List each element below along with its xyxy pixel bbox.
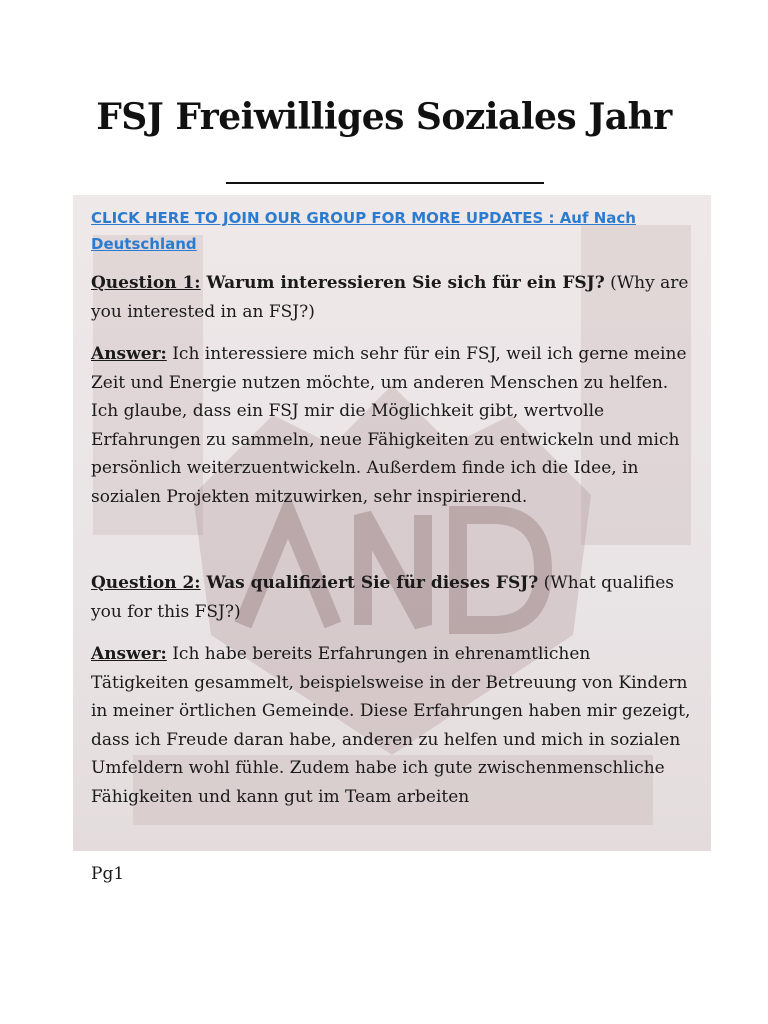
question-2 (91, 569, 693, 626)
answer-2-text: Ich habe bereits Erfahrungen in ehrenamtlichen Tätigkeiten gesammelt, beispielsweise in der Betreuung von Kindern in meiner örtlichen Gemeinde. Diese Erfahrungen haben mir gezeigt, dass ich Freude daran habe, anderen zu helfen und mich in sozialen Umfeldern wohl fühle. Zudem habe ich gute zwischenmenschliche Fähigkeiten und kann gut im Team arbeiten (91, 644, 691, 807)
document-title: FSJ Freiwilliges Soziales Jahr (96, 96, 672, 138)
answer-1 (91, 340, 693, 511)
content-body (91, 205, 693, 825)
question-1-translation: (Why are you interested in an FSJ?) (91, 273, 689, 322)
page-number: Pg1 (91, 864, 125, 884)
join-group-link[interactable]: CLICK HERE TO JOIN OUR GROUP FOR MORE UPDATES : Auf Nach Deutschland (91, 209, 636, 253)
title-underline (226, 182, 544, 184)
question-2-text: Was qualifiziert Sie für dieses FSJ? (200, 573, 539, 593)
question-2-translation: (What qualifies you for this FSJ?) (91, 573, 675, 622)
section-spacer (91, 525, 693, 569)
answer-2-label: Answer: (91, 644, 167, 664)
answer-2 (91, 640, 693, 811)
content-panel (73, 195, 711, 851)
answer-1-label: Answer: (91, 344, 167, 364)
question-1-label: Question 1: (91, 273, 201, 293)
question-1 (91, 269, 693, 326)
answer-1-text: Ich interessiere mich sehr für ein FSJ, weil ich gerne meine Zeit und Energie nutzen möchte, um anderen Menschen zu helfen. Ich glaube, dass ein FSJ mir die Möglichkeit gibt, wertvolle Erfahrungen zu sammeln, neue Fähigkeiten zu entwickeln und mich persönlich weiterzuentwickeln. Außerdem finde ich die Idee, in sozialen Projekten mitzuwirken, sehr inspirierend. (91, 344, 687, 507)
question-2-label: Question 2: (91, 573, 201, 593)
question-1-text: Warum interessieren Sie sich für ein FSJ? (200, 273, 605, 293)
